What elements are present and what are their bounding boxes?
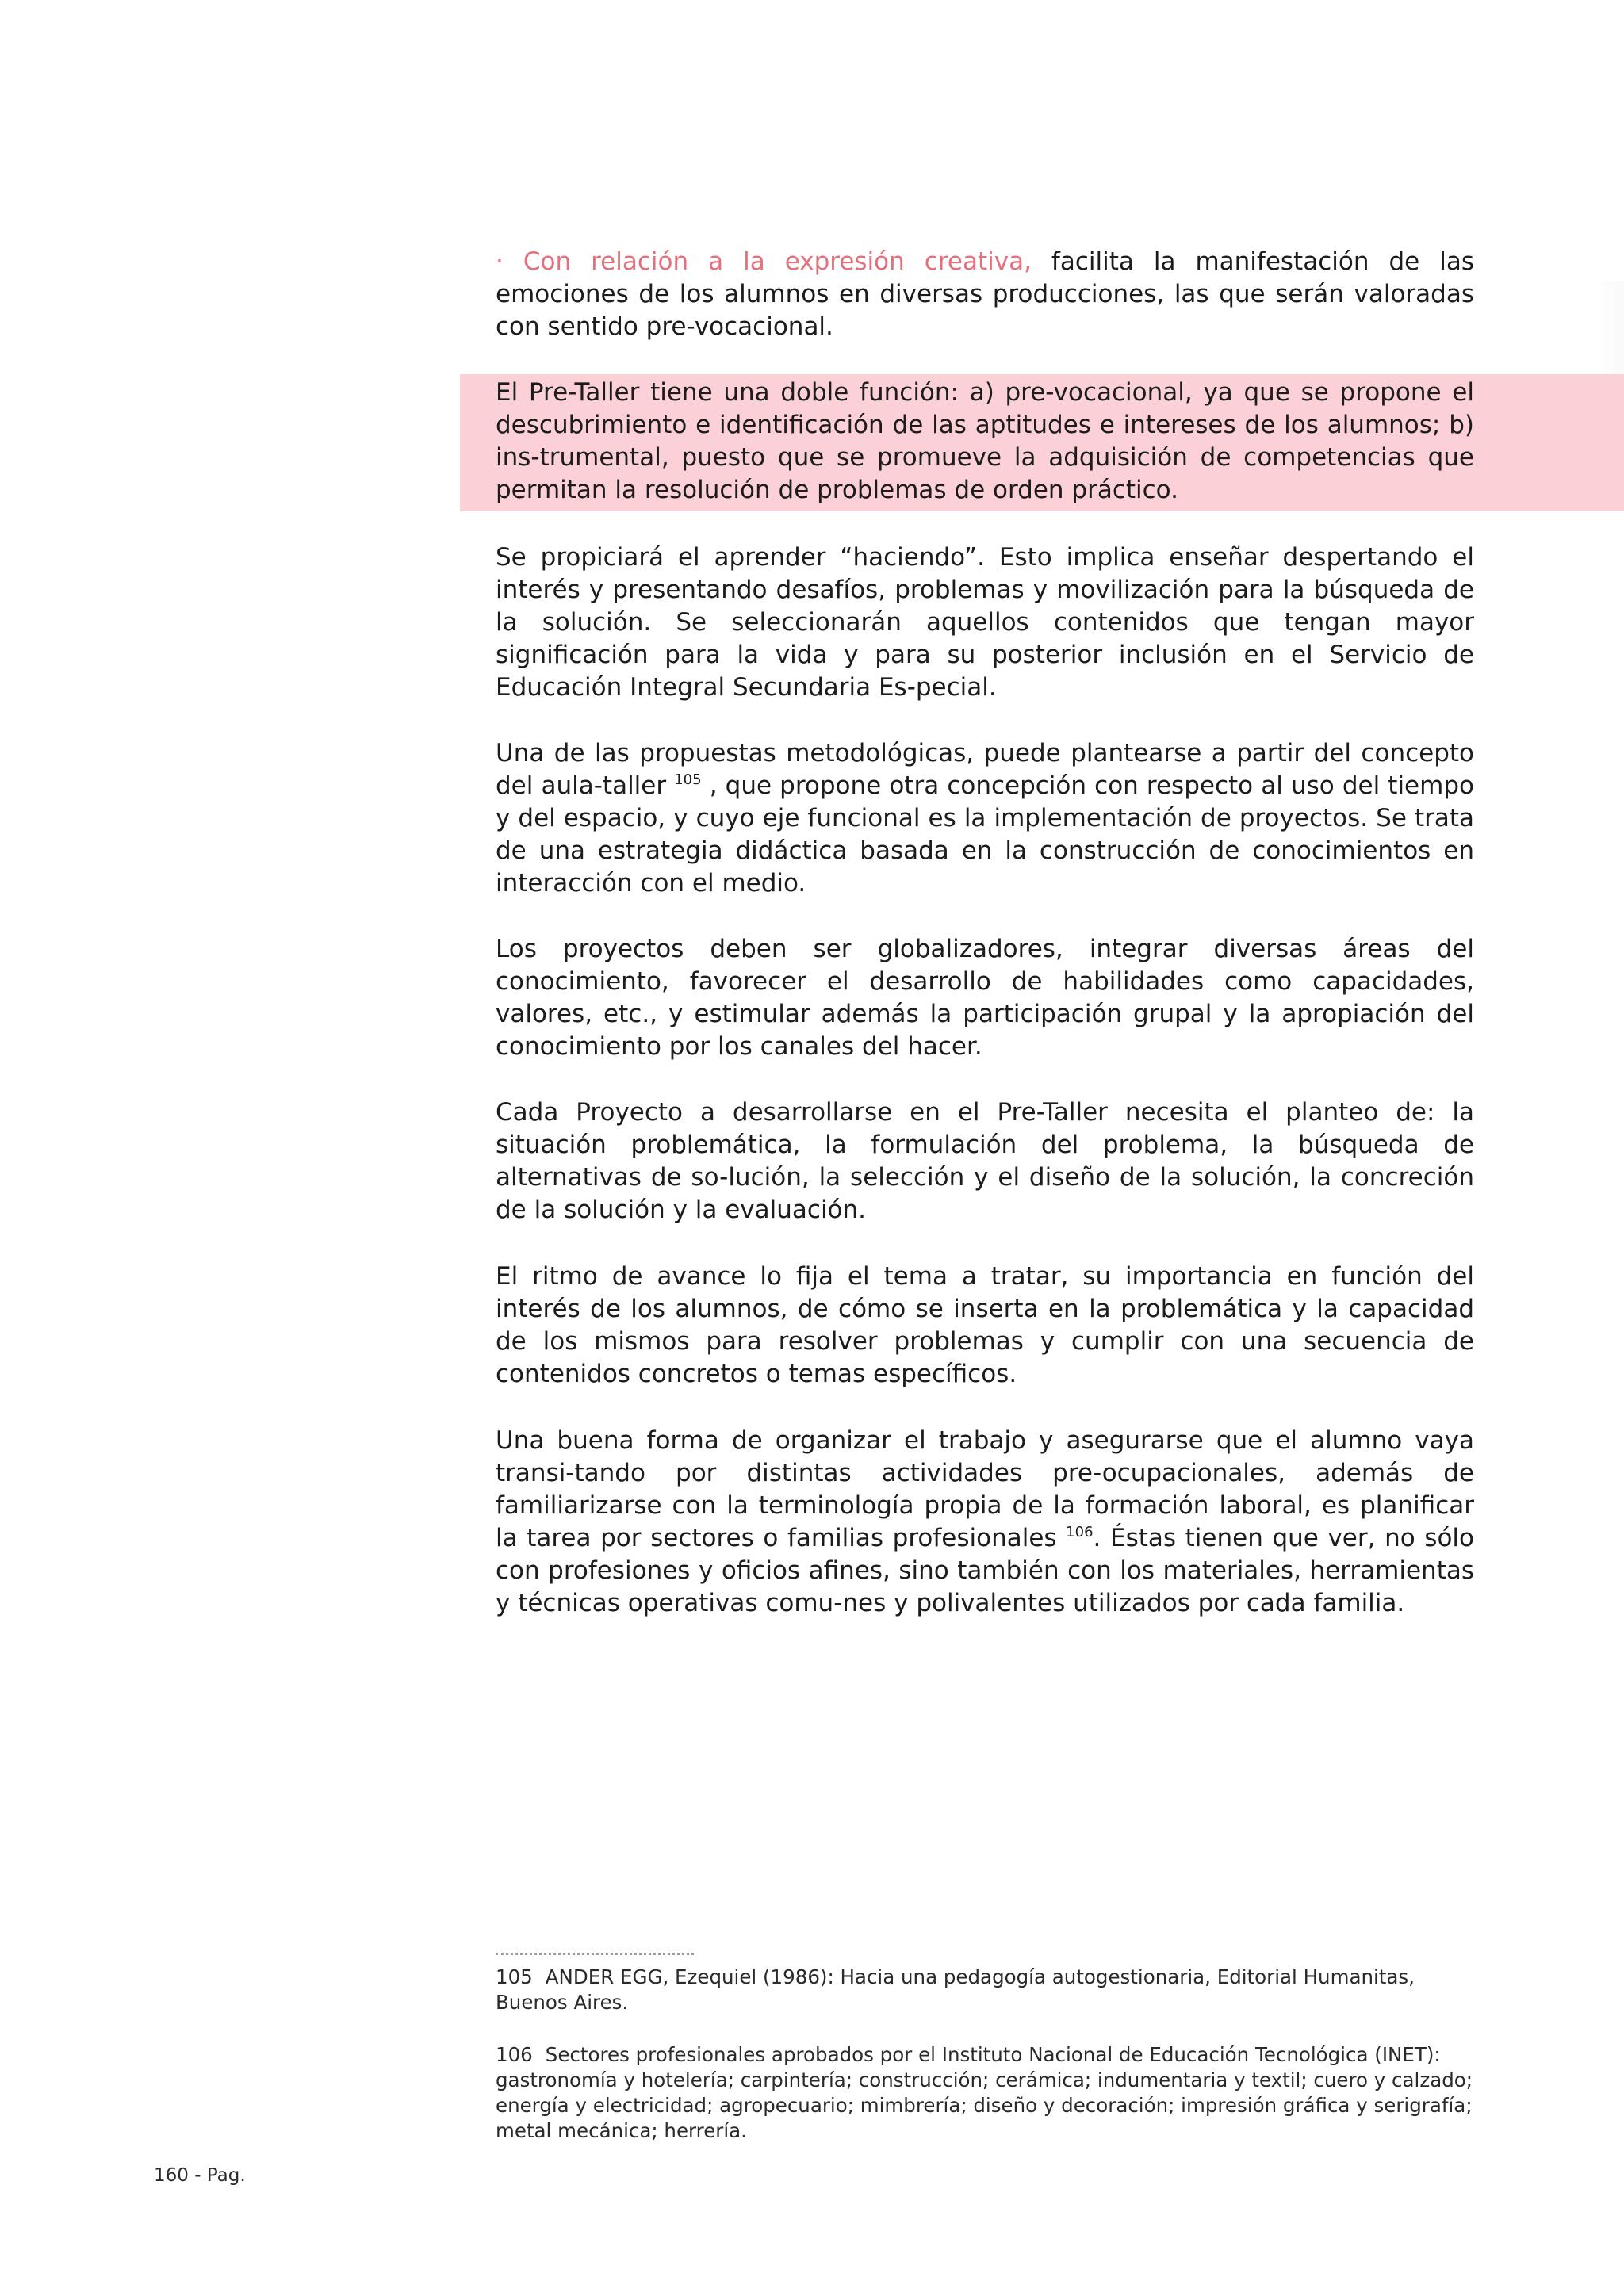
- footnote-text: Sectores profesionales aprobados por el Instituto Nacional de Educación Tecnológica (INET): gastronomía y hotelería; carpintería; construcción; cerámica; indumentaria y textil; cuero y calzado; energía y electricidad; agropecuario; mimbrería; diseño y decoración; impresión gráfica y serigrafía; metal mecánica; herrería.: [496, 2043, 1473, 2142]
- footnote-reference-106: 106: [1066, 1524, 1094, 1540]
- paragraph-learning-by-doing: [496, 541, 1474, 704]
- paragraph-text: El Pre-Taller tiene una doble función: a) pre-vocacional, ya que se propone el descubrimiento e identificación de las aptitudes e intereses de los alumnos; b) ins-trumental, puesto que se promueve la adquisición de competencias que permitan la resolución de problemas de orden práctico.: [496, 378, 1474, 504]
- page-number: 160 - Pag.: [154, 2165, 246, 2186]
- footnote-105: [496, 1965, 1474, 2015]
- paragraph-text: facilita la manifestación de las emociones de los alumnos en diversas producciones, las que serán valoradas con sentido pre-vocacional.: [496, 247, 1474, 341]
- paragraph-text: , que propone otra concepción con respecto al uso del tiempo y del espacio, y cuyo eje funcional es la implementación de proyectos. Se trata de una estrategia didáctica basada en la construcción de conocimientos en interacción con el medio.: [496, 771, 1474, 897]
- paragraph-pre-taller-function: [496, 377, 1474, 507]
- footnote-number: 105: [496, 1965, 533, 1988]
- paragraph-projects: [496, 933, 1474, 1063]
- paragraph-text: Se propiciará el aprender “haciendo”. Esto implica enseñar despertando el interés y presentando desafíos, problemas y movilización para la búsqueda de la solución. Se seleccionarán aquellos contenidos que tengan mayor significación para la vida y para su posterior inclusión en el Servicio de Educación Integral Secundaria Es-pecial.: [496, 543, 1474, 702]
- paragraph-text: El ritmo de avance lo fija el tema a tratar, su importancia en función del interés de los alumnos, de cómo se inserta en la problemática y la capacidad de los mismos para resolver problemas y cumplir con una secuencia de contenidos concretos o temas específicos.: [496, 1262, 1474, 1388]
- paragraph-creative-expression: [496, 246, 1474, 343]
- footnote-text: ANDER EGG, Ezequiel (1986): Hacia una pedagogía autogestionaria, Editorial Humanitas, Buenos Aires.: [496, 1965, 1415, 2014]
- footnote-divider: [496, 1953, 694, 1955]
- paragraph-text: Una de las propuestas metodológicas, puede plantearse a partir del concepto del aula-taller: [496, 739, 1474, 800]
- paragraph-aula-taller: [496, 737, 1474, 900]
- footnote-106: [496, 2042, 1474, 2144]
- footnote-reference-105: 105: [674, 771, 702, 788]
- paragraph-text: Los proyectos deben ser globalizadores, integrar diversas áreas del conocimiento, favorecer el desarrollo de habilidades como capacidades, valores, etc., y estimular además la participación grupal y la apropiación del conocimiento por los canales del hacer.: [496, 935, 1474, 1061]
- paragraph-organization: [496, 1425, 1474, 1620]
- footnote-number: 106: [496, 2043, 533, 2066]
- page-edge-shade: [1594, 281, 1624, 377]
- paragraph-text: Cada Proyecto a desarrollarse en el Pre-Taller necesita el planteo de: la situación problemática, la formulación del problema, la búsqueda de alternativas de so-lución, la selección y el diseño de la solución, la concreción de la solución y la evaluación.: [496, 1098, 1474, 1224]
- paragraph-lead-highlight: · Con relación a la expresión creativa,: [496, 247, 1032, 276]
- paragraph-text: Una buena forma de organizar el trabajo y asegurarse que el alumno vaya transi-tando por distintas actividades pre-ocupacionales, además de familiarizarse con la terminología propia de la formación laboral, es planificar la tarea por sectores o familias profesionales: [496, 1426, 1474, 1552]
- paragraph-project-steps: [496, 1096, 1474, 1226]
- paragraph-pace: [496, 1261, 1474, 1391]
- paragraph-text: . Éstas tienen que ver, no sólo con profesiones y oficios afines, sino también con los materiales, herramientas y técnicas operativas comu-nes y polivalentes utilizados por cada familia.: [496, 1524, 1474, 1617]
